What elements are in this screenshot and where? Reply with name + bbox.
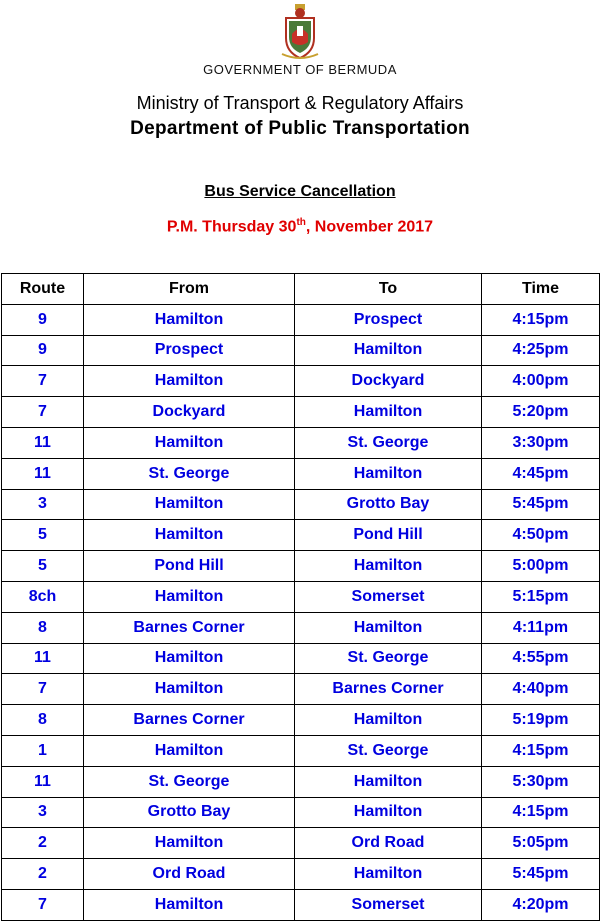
time-cell: 4:40pm <box>482 674 600 705</box>
time-cell: 4:25pm <box>482 335 600 366</box>
from-cell: Hamilton <box>84 828 295 859</box>
route-cell: 11 <box>2 643 84 674</box>
time-cell: 5:19pm <box>482 705 600 736</box>
column-header-to: To <box>295 274 482 305</box>
to-cell: Dockyard <box>295 366 482 397</box>
notice-date <box>0 217 600 236</box>
from-cell: Hamilton <box>84 581 295 612</box>
to-cell: Somerset <box>295 581 482 612</box>
route-cell: 3 <box>2 489 84 520</box>
table-row <box>2 797 600 828</box>
to-cell: Prospect <box>295 304 482 335</box>
from-cell: Barnes Corner <box>84 612 295 643</box>
department-name: Department of Public Transportation <box>130 118 470 139</box>
table-row <box>2 520 600 551</box>
to-cell: Hamilton <box>295 797 482 828</box>
to-cell: Barnes Corner <box>295 674 482 705</box>
time-cell: 5:45pm <box>482 859 600 890</box>
table-row <box>2 366 600 397</box>
column-header-route: Route <box>2 274 84 305</box>
time-cell: 4:55pm <box>482 643 600 674</box>
route-cell: 9 <box>2 335 84 366</box>
from-cell: Hamilton <box>84 735 295 766</box>
table-row <box>2 612 600 643</box>
to-cell: Hamilton <box>295 551 482 582</box>
table-row <box>2 397 600 428</box>
to-cell: Ord Road <box>295 828 482 859</box>
route-cell: 2 <box>2 828 84 859</box>
table-row <box>2 859 600 890</box>
route-cell: 7 <box>2 889 84 920</box>
table-row <box>2 335 600 366</box>
time-cell: 5:05pm <box>482 828 600 859</box>
time-cell: 5:00pm <box>482 551 600 582</box>
from-cell: Hamilton <box>84 520 295 551</box>
from-cell: Hamilton <box>84 643 295 674</box>
table-row <box>2 735 600 766</box>
notice-title: Bus Service Cancellation <box>204 183 396 200</box>
route-cell: 11 <box>2 458 84 489</box>
route-cell: 8 <box>2 612 84 643</box>
route-cell: 8ch <box>2 581 84 612</box>
date-prefix: P.M. Thursday 30 <box>166 218 297 236</box>
to-cell: St. George <box>295 427 482 458</box>
to-cell: St. George <box>295 735 482 766</box>
from-cell: Dockyard <box>84 397 295 428</box>
table-row <box>2 489 600 520</box>
time-cell: 5:45pm <box>482 489 600 520</box>
table-row <box>2 889 600 920</box>
route-cell: 11 <box>2 427 84 458</box>
table-row <box>2 705 600 736</box>
to-cell: Grotto Bay <box>295 489 482 520</box>
time-cell: 4:15pm <box>482 735 600 766</box>
table-row <box>2 427 600 458</box>
from-cell: Prospect <box>84 335 295 366</box>
time-cell: 4:00pm <box>482 366 600 397</box>
government-name: GOVERNMENT OF BERMUDA <box>203 62 397 77</box>
from-cell: Hamilton <box>84 366 295 397</box>
table-row <box>2 458 600 489</box>
from-cell: Ord Road <box>84 859 295 890</box>
column-header-from: From <box>84 274 295 305</box>
to-cell: Hamilton <box>295 458 482 489</box>
date-ordinal: th <box>296 217 306 228</box>
time-cell: 4:20pm <box>482 889 600 920</box>
table-body <box>2 304 600 920</box>
time-cell: 4:15pm <box>482 304 600 335</box>
table-row <box>2 304 600 335</box>
from-cell: St. George <box>84 458 295 489</box>
time-cell: 4:45pm <box>482 458 600 489</box>
cancellation-table <box>1 273 600 921</box>
time-cell: 4:11pm <box>482 612 600 643</box>
route-cell: 11 <box>2 766 84 797</box>
route-cell: 5 <box>2 520 84 551</box>
time-cell: 5:15pm <box>482 581 600 612</box>
route-cell: 1 <box>2 735 84 766</box>
table-row <box>2 674 600 705</box>
date-rest: , November 2017 <box>305 218 434 236</box>
from-cell: Hamilton <box>84 489 295 520</box>
from-cell: Hamilton <box>84 674 295 705</box>
from-cell: Barnes Corner <box>84 705 295 736</box>
to-cell: Hamilton <box>295 705 482 736</box>
table-row <box>2 828 600 859</box>
from-cell: Grotto Bay <box>84 797 295 828</box>
time-cell: 5:20pm <box>482 397 600 428</box>
time-cell: 3:30pm <box>482 427 600 458</box>
to-cell: Hamilton <box>295 859 482 890</box>
to-cell: St. George <box>295 643 482 674</box>
table-row <box>2 551 600 582</box>
time-cell: 4:15pm <box>482 797 600 828</box>
from-cell: St. George <box>84 766 295 797</box>
route-cell: 7 <box>2 397 84 428</box>
route-cell: 2 <box>2 859 84 890</box>
ministry-name: Ministry of Transport & Regulatory Affairs <box>136 93 464 113</box>
route-cell: 8 <box>2 705 84 736</box>
from-cell: Hamilton <box>84 304 295 335</box>
to-cell: Hamilton <box>295 335 482 366</box>
route-cell: 9 <box>2 304 84 335</box>
table-row <box>2 643 600 674</box>
to-cell: Hamilton <box>295 397 482 428</box>
to-cell: Somerset <box>295 889 482 920</box>
route-cell: 7 <box>2 366 84 397</box>
from-cell: Hamilton <box>84 889 295 920</box>
table-row <box>2 766 600 797</box>
to-cell: Hamilton <box>295 766 482 797</box>
table-row <box>2 581 600 612</box>
time-cell: 4:50pm <box>482 520 600 551</box>
from-cell: Hamilton <box>84 427 295 458</box>
to-cell: Pond Hill <box>295 520 482 551</box>
route-cell: 7 <box>2 674 84 705</box>
column-header-time: Time <box>482 274 600 305</box>
route-cell: 3 <box>2 797 84 828</box>
table-header-row <box>2 274 600 305</box>
to-cell: Hamilton <box>295 612 482 643</box>
bermuda-coat-of-arms-icon <box>280 4 320 60</box>
route-cell: 5 <box>2 551 84 582</box>
time-cell: 5:30pm <box>482 766 600 797</box>
from-cell: Pond Hill <box>84 551 295 582</box>
